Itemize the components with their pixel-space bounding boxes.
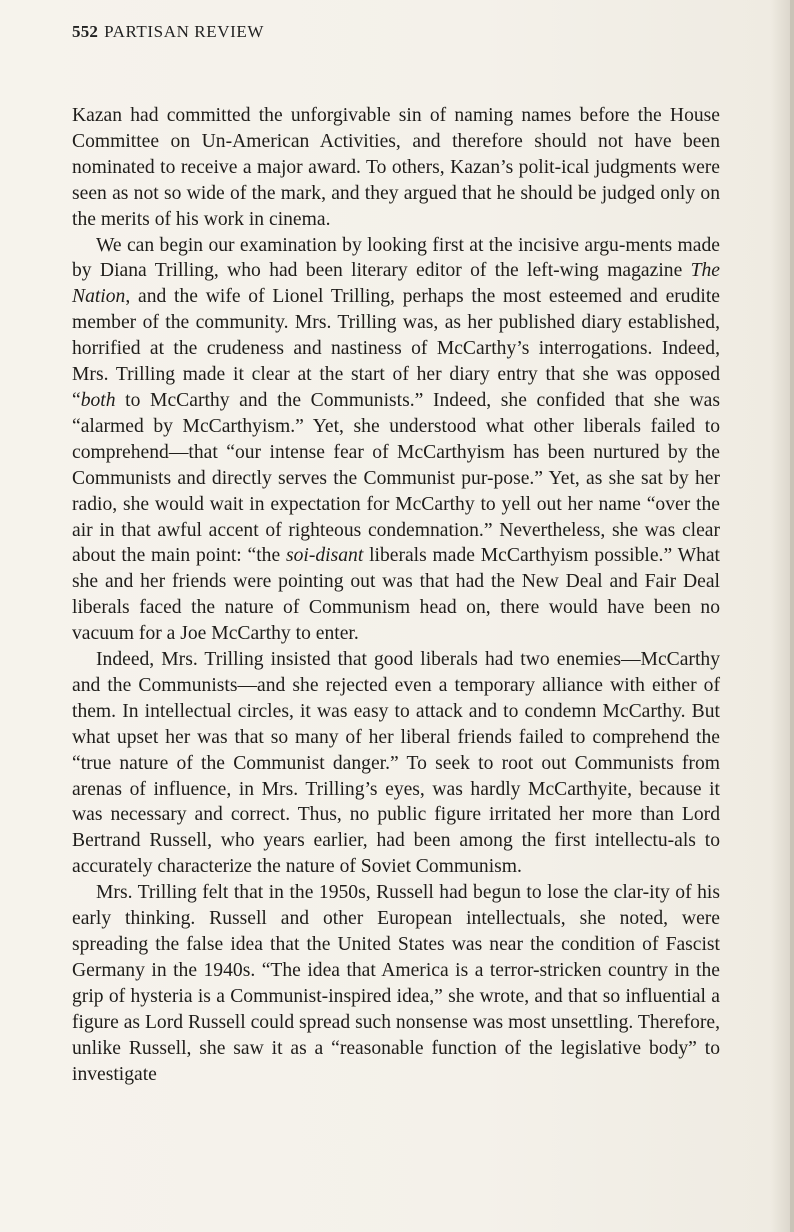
running-head <box>72 22 264 42</box>
emphasis-both: both <box>80 389 116 411</box>
body-text <box>72 103 720 1087</box>
emphasis-soi-disant: soi-disant <box>285 545 364 567</box>
page-number: 552 <box>72 22 99 41</box>
paragraph-4: Mrs. Trilling felt that in the 1950s, Russell had begun to lose the clar-ity of his early thinking. Russell and other European intellectuals, she noted, were spreading the false idea that the United States was near the condition of Fascist Germany in the 1940s. “The idea that America is a terror-stricken country in the grip of hysteria is a Communist-inspired idea,” she wrote, and that so influential a figure as Lord Russell could spread such nonsense was most unsettling. Therefore, unlike Russell, she saw it as a “reasonable function of the legislative body” to investigate <box>72 882 720 1085</box>
page-edge <box>790 0 794 1232</box>
paragraph-3: Indeed, Mrs. Trilling insisted that good liberals had two enemies—McCarthy and the Communists—and she rejected even a temporary alliance with either of them. In intellectual circles, it was easy to attack and to condemn McCarthy. But what upset her was that so many of her liberal friends failed to comprehend the “true nature of the Communist danger.” To seek to root out Communists from arenas of influence, in Mrs. Trilling’s eyes, was hardly McCarthyite, because it was necessary and correct. Thus, no public figure irritated her more than Lord Bertrand Russell, who years earlier, had been among the first intellectu-als to accurately characterize the nature of Soviet Communism. <box>72 649 720 878</box>
paragraph-1: Kazan had committed the unforgivable sin of naming names before the House Committee on Un-American Activities, and therefore should not have been nominated to receive a major award. To others, Kazan’s polit-ical judgments were seen as not so wide of the mark, and they argued that he should be judged only on the merits of his work in cinema. <box>72 105 720 230</box>
paragraph-2: We can begin our examination by looking first at the incisive argu-ments made by Diana Trilling, who had been literary editor of the left-wing magazine The Nation, and the wife of Lionel Trilling, perhaps the most esteemed and erudite member of the community. Mrs. Trilling was, as her published diary established, horrified at the crudeness and nastiness of McCarthy’s interrogations. Indeed, Mrs. Trilling made it clear at the start of her diary entry that she was opposed “both to McCarthy and the Communists.” Indeed, she confided that she was “alarmed by McCarthyism.” Yet, she understood what other liberals failed to comprehend—that “our intense fear of McCarthyism has been nurtured by the Communists and directly serves the Communist pur-pose.” Yet, as she sat by her radio, she would wait in expectation for McCarthy to yell out her name “over the air in that awful accent of righteous condemnation.” Nevertheless, she was clear about the main point: “the soi-disant liberals made McCarthyism possible.” What she and her friends were pointing out was that had the New Deal and Fair Deal liberals faced the nature of Communism head on, there would have been no vacuum for a Joe McCarthy to enter. <box>72 234 721 645</box>
magazine-title: The Nation <box>72 260 720 308</box>
journal-title: PARTISAN REVIEW <box>104 22 264 41</box>
